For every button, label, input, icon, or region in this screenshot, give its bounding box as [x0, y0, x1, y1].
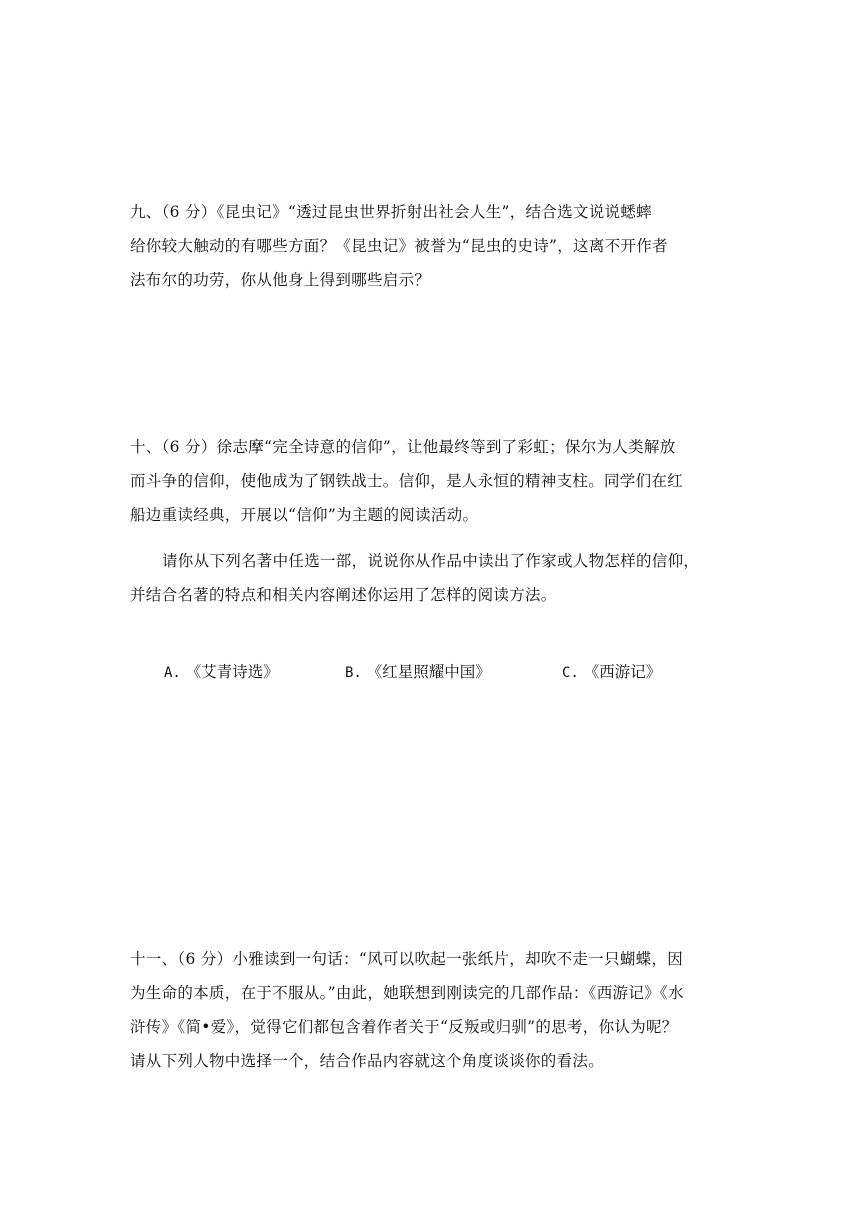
option-a-text: 《艾青诗选》 [185, 663, 279, 681]
question-10-line-1: 十、（6 分）徐志摩“完全诗意的信仰”，让他最终等到了彩虹；保尔为人类解放 [130, 438, 676, 456]
question-10-line-2: 而斗争的信仰，使他成为了钢铁战士。信仰，是人永恒的精神支柱。同学们在红 [130, 472, 684, 490]
option-c [562, 655, 661, 690]
option-c-letter: C. [562, 665, 579, 681]
option-a [164, 655, 279, 690]
question-9 [130, 195, 730, 297]
question-9-line-1: 九、（6 分）《昆虫记》“透过昆虫世界折射出社会人生”，结合选文说说蟋蟀 [130, 203, 652, 221]
question-11-line-3: 浒传》《简•爱》，觉得它们都包含着作者关于“反叛或归驯”的思考，你认为呢？ [130, 1018, 678, 1036]
option-b [345, 655, 491, 690]
option-b-text: 《红星照耀中国》 [366, 663, 491, 681]
question-10-options [164, 655, 724, 689]
option-a-letter: A. [164, 665, 181, 681]
question-10-prompt-line-1: 请你从下列名著中任选一部，说说你从作品中读出了作家或人物怎样的信仰， [162, 552, 700, 570]
question-11 [130, 942, 730, 1078]
question-10-prompt-line-2: 并结合名著的特点和相关内容阐述你运用了怎样的阅读方法。 [130, 586, 557, 604]
question-10 [130, 430, 730, 612]
question-11-line-4: 请从下列人物中选择一个，结合作品内容就这个角度谈谈你的看法。 [130, 1052, 605, 1070]
question-9-line-2: 给你较大触动的有哪些方面？《昆虫记》被誉为“昆虫的史诗”，这离不开作者 [130, 237, 668, 255]
question-9-line-3: 法布尔的功劳，你从他身上得到哪些启示？ [130, 271, 431, 289]
option-b-letter: B. [345, 665, 362, 681]
option-c-text: 《西游记》 [583, 663, 662, 681]
question-11-line-1: 十一、（6 分）小雅读到一句话：“风可以吹起一张纸片，却吹不走一只蝴蝶，因 [130, 950, 684, 968]
question-10-line-3: 船边重读经典，开展以“信仰”为主题的阅读活动。 [130, 506, 479, 524]
question-11-line-2: 为生命的本质，在于不服从。”由此，她联想到刚读完的几部作品：《西游记》《水 [130, 984, 684, 1002]
